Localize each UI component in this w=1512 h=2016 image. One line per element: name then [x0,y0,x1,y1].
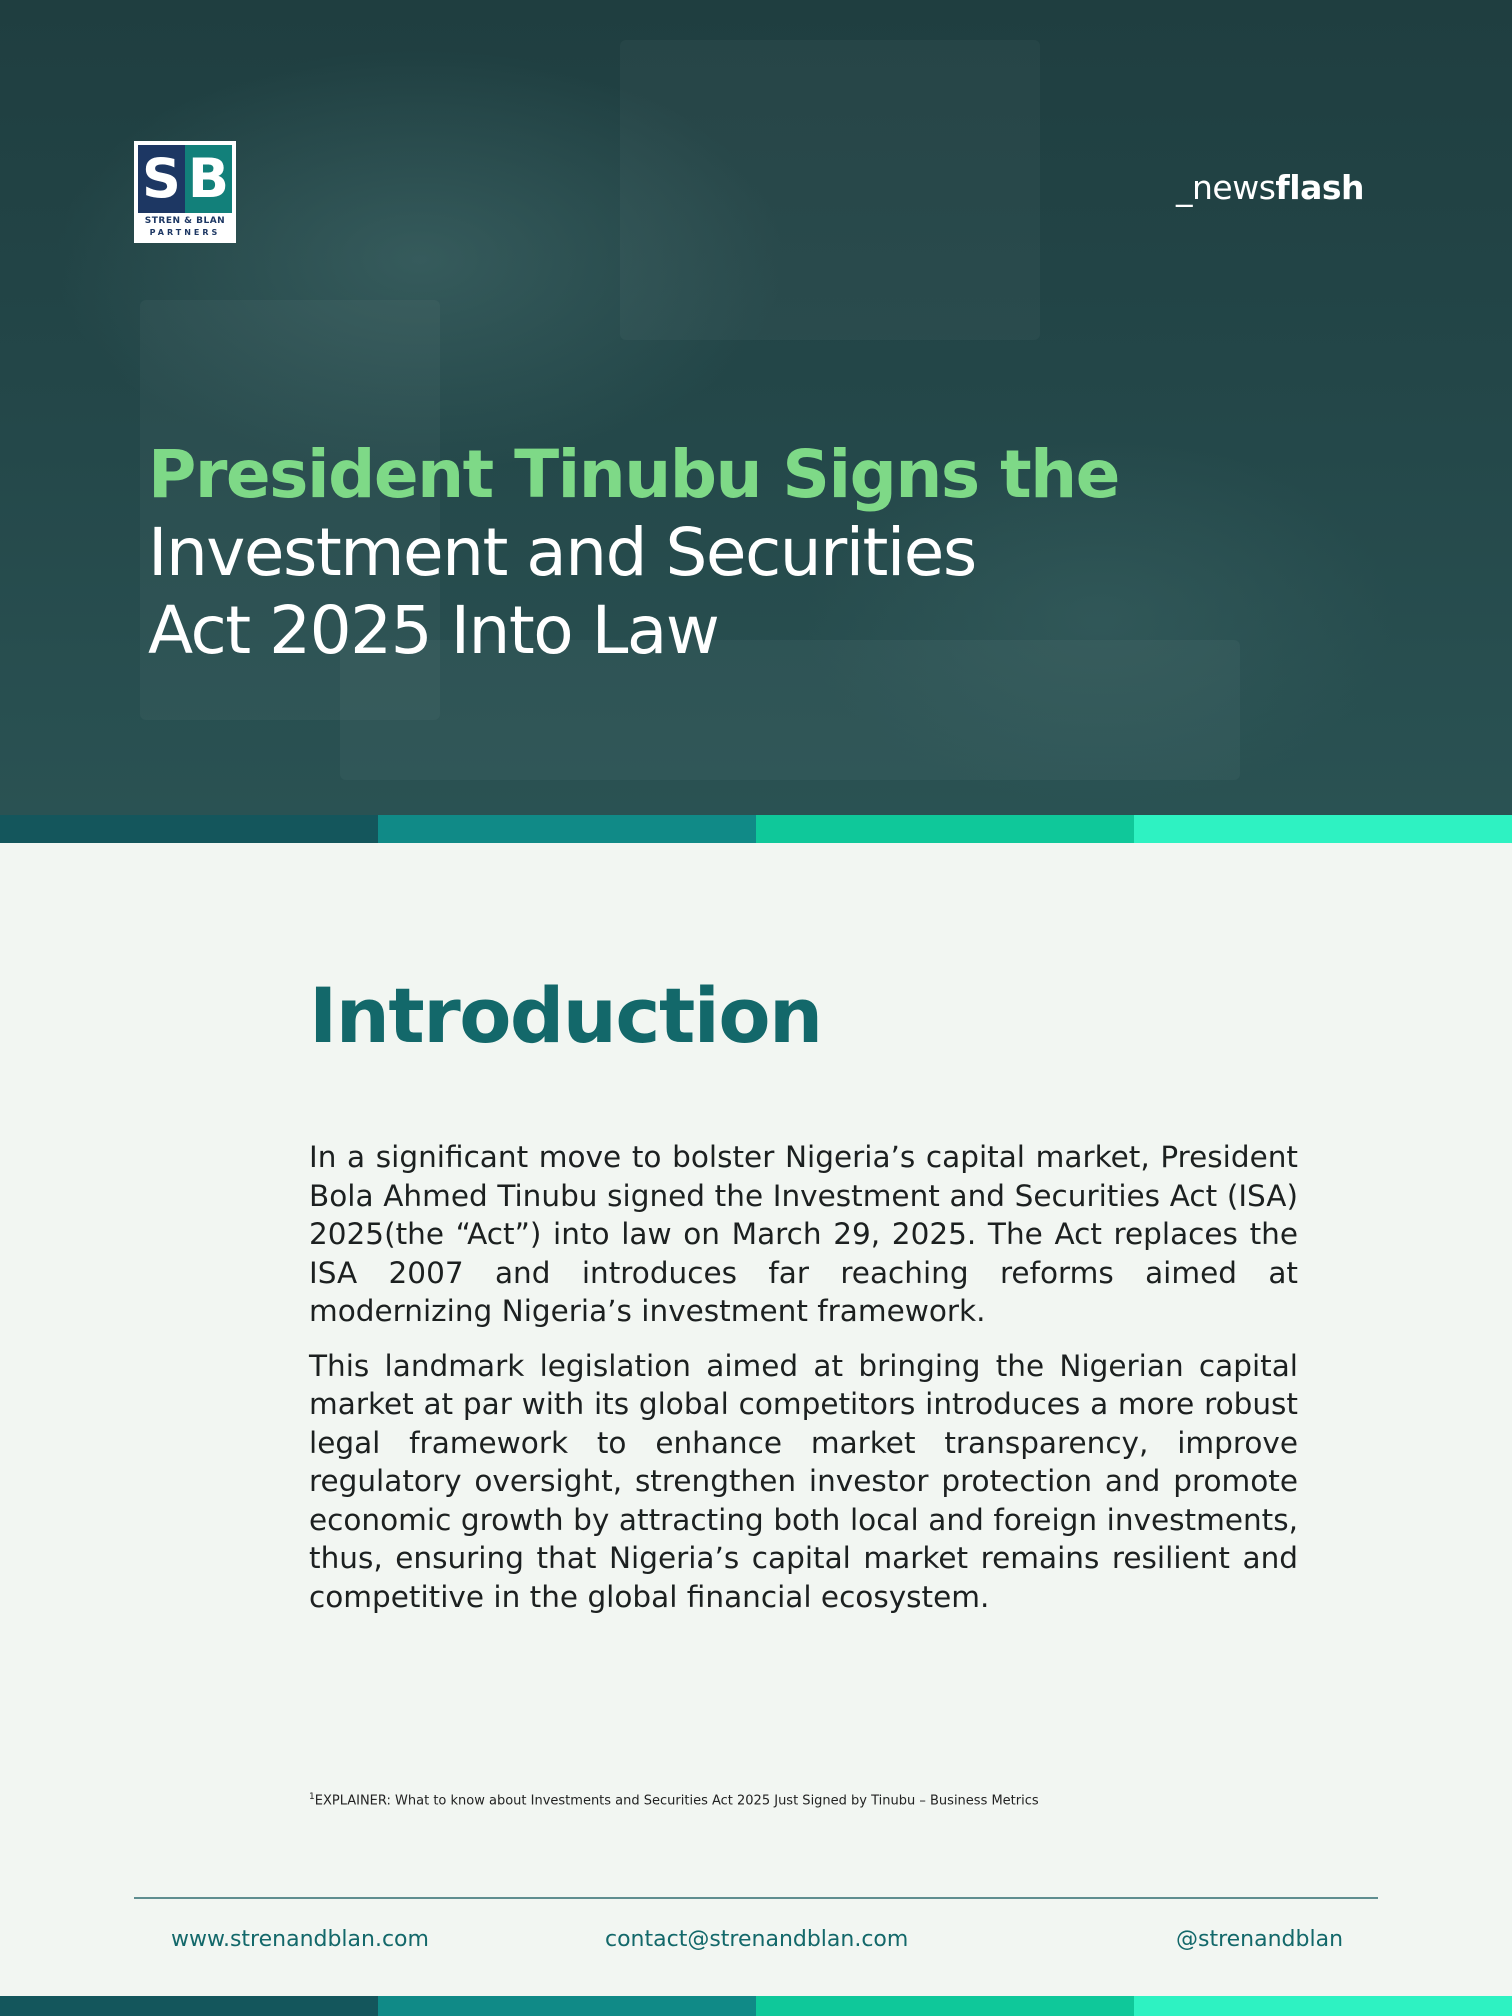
stripe-segment [756,1996,1134,2016]
website-link[interactable]: www.strenandblan.com [171,1927,429,1952]
color-stripe-top [0,815,1512,843]
logo-partners: PARTNERS [149,228,221,237]
stripe-segment [1134,1996,1512,2016]
logo-letter-b: B [185,145,232,213]
newsflash-prefix: _news [1176,168,1276,207]
stripe-segment [378,1996,756,2016]
logo-mark [138,145,232,213]
newsflash-bold: flash [1275,168,1364,207]
headline [148,436,1148,670]
paragraph: This landmark legislation aimed at bringing the Nigerian capital market at par with its global competitors introduces a more robust legal framework to enhance market transparency, improve regulatory oversight, strengthen investor protection and promote economic growth by attracting both local and foreign investments, thus, ensuring that Nigeria’s capital market remains resilient and competitive in the global financial ecosystem. [309,1348,1298,1614]
stripe-segment [0,815,378,843]
paragraph: In a significant move to bolster Nigeria’s capital market, President Bola Ahmed Tinubu signed the Investment and Securities Act (ISA) 2025(the “Act”) into law on March 29, 2025. The Act replaces the ISA 2007 and introduces far reaching reforms aimed at modernizing Nigeria’s investment framework. [309,1140,1298,1328]
stripe-segment [378,815,756,843]
logo-letter-s: S [138,145,185,213]
section-title: Introduction [309,971,822,1060]
hero-banner [0,0,1512,815]
headline-line-2: Investment and Securities [148,514,976,591]
stripe-segment [1134,815,1512,843]
newsflash-tag [1100,168,1364,207]
social-handle-link[interactable]: @strenandblan [1176,1927,1344,1952]
headline-line-3: Act 2025 Into Law [148,592,719,669]
company-logo [134,141,236,243]
background-blur-shape [620,40,1040,340]
article-body [309,1138,1298,1632]
email-link[interactable]: contact@strenandblan.com [605,1927,909,1952]
footer-divider [134,1897,1378,1899]
headline-line-1: President Tinubu Signs the [148,436,1119,513]
logo-firm-name: STREN & BLAN [144,216,226,226]
color-stripe-bottom [0,1996,1512,2016]
stripe-segment [756,815,1134,843]
footnote-marker: 1 [309,1792,315,1802]
stripe-segment [0,1996,378,2016]
footnote [309,1792,1309,1808]
footnote-text: EXPLAINER: What to know about Investments and Securities Act 2025 Just Signed by Tinubu – Business Metrics [314,1793,1039,1809]
